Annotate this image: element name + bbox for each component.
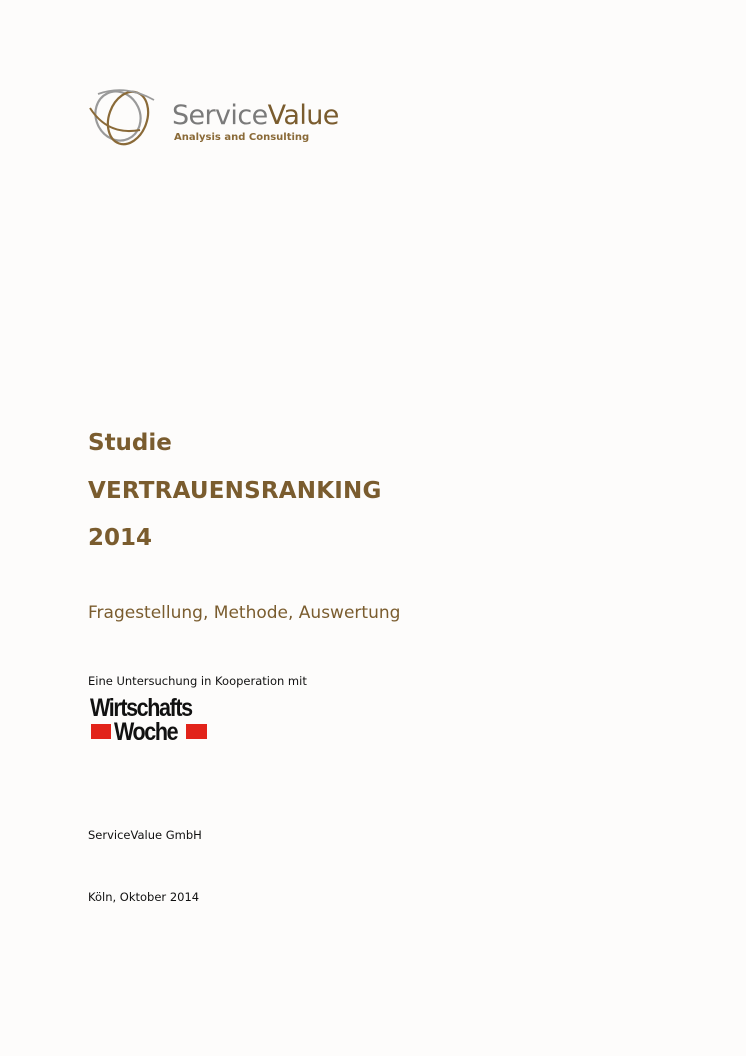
partner-red-block-left: [91, 724, 111, 739]
title-line-3: 2014: [88, 525, 153, 551]
partner-line-2: Woche: [114, 718, 178, 746]
ring-logo-icon: [88, 86, 166, 152]
partner-red-block-right: [186, 724, 207, 739]
logo-name-service: Service: [172, 100, 268, 131]
wirtschaftswoche-logo: [88, 694, 210, 748]
partner-line-1: Wirtschafts: [90, 694, 192, 722]
place-date: Köln, Oktober 2014: [88, 890, 200, 904]
logo-name-value: Value: [267, 100, 339, 131]
title-line-1: Studie: [88, 430, 172, 456]
servicevalue-logo: [88, 86, 358, 156]
subtitle: Fragestellung, Methode, Auswertung: [88, 603, 401, 623]
logo-tagline: Analysis and Consulting: [174, 132, 310, 143]
company-name: ServiceValue GmbH: [88, 828, 202, 842]
cooperation-text: Eine Untersuchung in Kooperation mit: [88, 674, 307, 688]
title-line-2: VERTRAUENSRANKING: [88, 478, 382, 504]
logo-name: [172, 100, 339, 131]
